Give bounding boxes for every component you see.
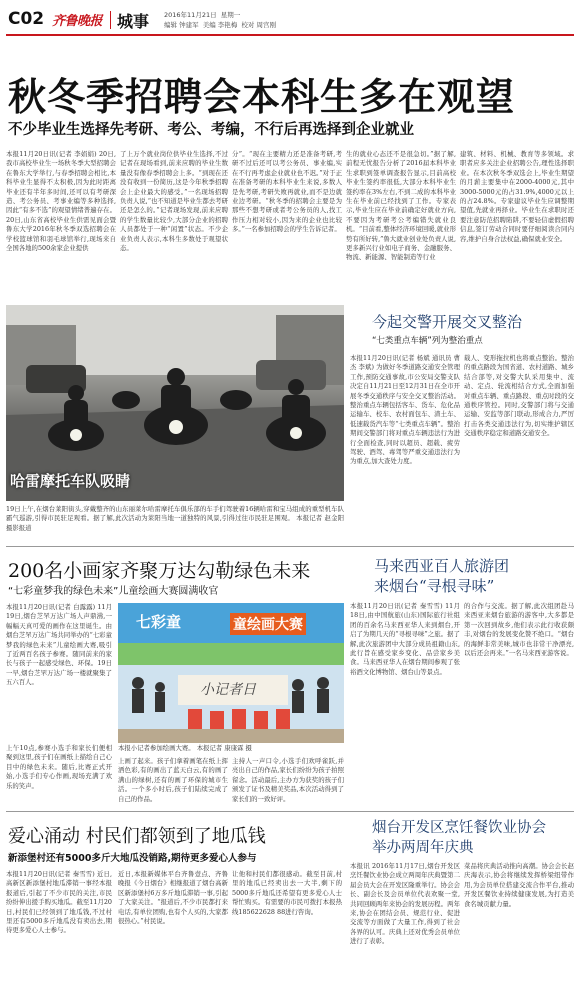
cross-col-1: 本报11月20日讯(记者 杨斌 通讯员 曹杰 李斌) 为做好冬季道路交通安全管理工作,预防交通事故,市公安局交警支队决定自11月21日至12月31日在全市开展冬季交通秩序与安全交叉整治活动。整治重点车辆包括客车、货车、危化品运输车、校车、农村面包车、渣土车、低速载货汽车等“七类重点车辆”。整治期间交警部门将对重点车辆违法行为进行全面检查,同时以超员、超载、疲劳驾驶、酒驾、毒驾等严重交通违法行为为重点,加大查处力度。 [350,354,460,466]
art-banner-prefix: 七彩童 [136,613,182,631]
masthead [6,6,574,32]
art-col-3: 上画了起来。孩子们拿着画笔在纸上挥洒色彩,有的画出了蓝天白云,有的画了满山的绿树,还有的画了环保的城市生活。一个多小时后,孩子们陆续完成了自己的作品。 [118,757,228,803]
art-caption: 本报小记者参加绘画大赛。 本报记者 康康霖 摄 [118,744,252,752]
art-subhead: “七彩童梦我的绿色未来”儿童绘画大赛圆满收官 [8,586,219,597]
love-col-3: 让他和村民们都很感动。截至目前,村里的地瓜已经卖出去一大半,剩下的5000多斤地瓜还希望有更多爱心人士帮忙购买。有需要的市民可拨打本报热线185622628 88进行咨询。 [232,870,342,916]
cater-col-2: 菜品将庆典活动推向高潮。协会会长赵庆海表示,协会将继续发挥桥梁纽带作用,为会员单位搭建交流合作平台,推动开发区餐饮业持续健康发展,为打造美食名城贡献力量。 [464,862,574,908]
divider-mid [6,546,574,547]
art-sign: 小记者日 [200,682,256,698]
love-subhead: 新添堡村还有5000多斤大地瓜没销路,期待更多爱心人参与 [8,853,257,864]
logo-divider [110,11,111,29]
cross-col-2: 载人、变形拖拉机也将重点整治。整治的重点路段为国省道、农村道路、城乡结合部等,对交警大队采用集中、流动、定点、轮流相结合方式,全面加强对重点车辆、重点路段、重点时段的交通秩序管控。同时,交警部门将与交通运输、安监等部门联动,形成合力,严厉打击各类交通违法行为,切实维护辖区交通秩序稳定和道路交通安全。 [464,354,574,438]
tour-col-2: 的合作与交流。据了解,此次组团赴马来西亚来烟台旅游的游客中,大多都是第一次回到故乡,他们表示此行收获颇丰,对烟台的发展变化赞不绝口。“烟台的海鲜非常美味,城市也非常干净漂亮,以后还会再来。”一名马来西亚游客说。 [464,602,574,658]
lead-col-3: 分”。“现在主要精力还是准备考研,考研不过后还可以考公务员、事业编,实在不行再考虑企业就业也不迟。”对于正在准备考研的本科毕业生来说,多数人是先考研,考研失败再就业,而不是边就业边考研。“秋冬季的招聘会主要是为那些不想考研或者考公务员的人,找工作压力相对较小,因为来的企业也比较多。”一名参加招聘会的学生告诉记者。 [232,150,342,234]
love-col-1: 本报11月20日讯(记者 秦雪雪) 近日,高新区新添堡村地瓜滞销一事经本报报道后,引起了不少市民的关注,市民纷纷伸出援手购买地瓜。截至11月20日,村民们已经领到了地瓜钱,不过村里还有5000多斤地瓜没有卖出去,期待更多爱心人士参与。 [6,870,112,935]
photo-overlay-title: 哈雷摩托车队吸睛 [10,472,131,490]
art-banner: 童绘画大赛 [230,613,306,635]
cater-headline: 烟台开发区烹饪餐饮业协会 举办两周年庆典 [372,820,546,856]
cross-headline: 今起交警开展交叉整治 [372,313,523,331]
cross-subhead: “七类重点车辆”列为整治重点 [372,336,483,346]
lead-col-2: 了上万个就业岗位供毕业生选择,不过记者在现场看到,前来应聘的毕业生数量没有像春季招聘会上多。“到现在还没有收到一份简历,这是今年秋季招聘会上企业最大的感受。”一名现场招聘负责人说,“也不知道是毕业生都去考研还是怎么的。”记者现场发现,前来应聘的学生数量比较少,大部分企业的招聘人员都处于一种“闲置”状态。不少企业负责人表示,本科生多数处于观望状态。 [120,150,228,253]
art-col-4: 主持人一声口令,小选手们欢呼雀跃,并亮出自己的作品,家长们纷纷为孩子拍照留念。活动最后,主办方为获奖的孩子们颁发了证书及精美奖品,本次活动得到了家长们的一致好评。 [232,757,344,803]
lead-col-4: 生的就业心态还不是很急切。”据了解,前程无忧报告分析了2016届本科毕业生求职到签单调查报告显示,目前高校毕业生签约率很低,大部分本科毕业生签约率在3%左右,不到二成的本科毕业生在毕业前已经找到了工作。专家表示,毕业生应在毕业前确定好就业方向,不要因为考研考公考编错失就业良机。“目前看,整体经济环境回暖,就业形势有所好转,”鲁大就业创业处负责人说,更多新兴行业如电子商务、金融服务、物流、新能源、智能制造等行业 [346,150,456,262]
art-col-2: 上午10点,参赛小选手和家长们便相聚到这里,孩子们在画纸上描绘自己心目中的绿色未来。随后,比赛正式开始,小选手们专心作画,现场充满了欢乐的笑声。 [6,744,112,790]
art-headline: 200名小画家齐聚万达勾勒绿色未来 [8,560,311,582]
lead-col-1: 本报11月20日讯(记者 李娟娟) 20日,我市高校毕业生一场秋冬季大型招聘会在鲁东大学举行,与春季招聘会相比,本科毕业生显得不太积极,因为此时距离毕业还有半年多时间,还可以有考研深造、考公务员、考事业编等多种选择,因此“有多不选”的观望情绪普遍存在。20日,山东省高校毕业生供需见面会暨鲁东大学2016年秋冬季双选招聘会在学校篮球馆和羽毛球馆举行,现场来自全国各地的500余家企业提供 [6,150,116,253]
love-col-2: 近日,本报新媒体平台齐鲁壹点、齐鲁晚报《今日烟台》相继报道了烟台高新区新添堡村6万多斤地瓜滞销一事,引起了大家关注。“报道后,不少市民都打来电话,有单位团购,也有个人买的,大家都很热心。”村民说。 [118,870,228,926]
lead-subhead: 不少毕业生选择先考研、考公、考编，不行后再选择到企业就业 [8,122,414,138]
cater-col-1: 本报讯 2016年11月17日,烟台开发区烹饪餐饮业协会成立两周年庆典暨第二届会员大会在开发区隆重举行。协会会长、副会长及会员单位代表欢聚一堂,共同回顾两年来协会的发展历程。两年来,协会在团结会员、规范行业、促进交流等方面做了大量工作,得到了社会各界的认可。庆典上还对优秀会员单位进行了表彰。 [350,862,460,946]
motorcycle-photo [6,305,344,501]
masthead-rule [6,34,574,36]
edition-info: 2016年11月21日 星期一 编辑 钟建军 美编 李艳梅 校对 周宫刚 [164,11,276,29]
tour-col-1: 本报11月20日讯(记者 秦雪雪) 11月18日,由中国航旅(山东)国际旅行社组团的百余名马来西亚华人来到烟台,开启了为期几天的“寻根寻味”之旅。据了解,此次旅游团中大部分成员祖籍山东,此行旨在感受家乡变化、品尝家乡美食。马来西亚华人在烟台期间参观了张裕酒文化博物馆、烟台山等景点。 [350,602,460,676]
art-photo [118,603,344,743]
lead-headline: 秋冬季招聘会本科生多在观望 [8,74,516,119]
divider-lower [6,811,574,812]
page-number: C02 [8,9,45,29]
love-headline: 爱心涌动 村民们都领到了地瓜钱 [8,826,266,847]
tour-headline: 马来西亚百人旅游团 来烟台“寻根寻味” [374,557,510,595]
motorcycle-caption: 19日上午,在烟台莱阳街头,穿戴整齐的山东丽莱尔哈雷摩托车俱乐部的车手们驾驶着16辆哈雷和宝马组成的重型机车队霸气巡游,引得市民驻足观看。据了解,此次活动为莱阳当地一道独特的风景,引得过往市民驻足围观。 本报记者 赵金阳 摄影报道 [6,505,344,532]
lead-col-5: 建筑、材料、机械、教育等多领域。求职者应多关注企业招聘公告,理性选择职业。在本次秋冬季双选会上,毕业生期望的月薪主要集中在2000-4000元,其中3000-5000元的占31.9%,4000元以上的占24.8%。专家建议毕业生应调整期望值,先就业再择业。毕业生在求职时还要注意防范招聘陷阱,不要轻信虚假招聘信息,签订劳动合同时要仔细阅读合同内容,维护自身合法权益,确保就业安全。 [460,150,574,243]
newspaper-logo: 齐鲁晚报 [52,14,103,29]
art-col-1: 本报11月20日讯(记者 白露露) 11月19日,烟台芝罘万达广场人声鼎沸,一幅幅天真可爱的画作在这里诞生。由烟台芝罘万达广场共同举办的“七彩童梦我的绿色未来”儿童绘画大赛,吸引了近两百名孩子参赛。随同前来的家长与孩子一起感受绿色、环保。19日一早,烟台芝罘万达广场一楼就聚集了五六百人。 [6,603,112,687]
section-title: 城事 [117,12,150,31]
